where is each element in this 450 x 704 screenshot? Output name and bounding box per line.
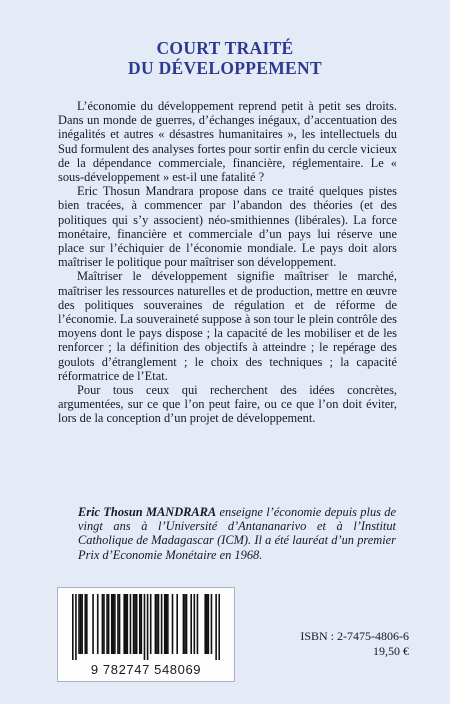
barcode-bar (130, 594, 132, 654)
barcode-bar (144, 594, 146, 660)
barcode-bar (155, 594, 157, 654)
summary-text (58, 99, 397, 426)
price-label: 19,50 € (373, 644, 409, 658)
barcode-bar (218, 594, 220, 660)
barcode-bar (127, 594, 129, 654)
barcode-bar (215, 594, 217, 660)
barcode-box (57, 587, 235, 682)
barcode-bar (125, 594, 127, 654)
summary-paragraph-2: Eric Thosun Mandrara propose dans ce traité quelques pistes bien tracées, à commencer par l’abandon des théories (et des politiques qui s’y associent) néo-smithiennes (libérales). La force monétaire, financière et commerciale d’un pays lui réserve une place sur l’échiquier de l’économie mondiale. Le pays doit alors maîtriser le politique pour maîtriser son développement. (58, 184, 397, 270)
barcode-bar (197, 594, 199, 654)
summary-paragraph-3: Maîtriser le développement signifie maîtriser le marché, maîtriser les ressources naturelles et de production, mettre en œuvre des politiques souveraines de régulation et de réforme de l’économie. La souveraineté suppose à son tour le plein contrôle des moyens dont le pays dispose ; la capacité de les mobiliser et de les renforcer ; la définition des objectifs à atteindre ; le repérage des goulots d’étranglement ; le choix des techniques ; la capacité réformatrice de l’Etat. (58, 269, 397, 383)
barcode-bar (78, 594, 80, 654)
barcode-bar (86, 594, 88, 654)
barcode-bar (164, 594, 166, 654)
barcode-bar (106, 594, 108, 654)
barcode-digits: 9 782747 548069 (90, 662, 202, 677)
title-line-1: COURT TRAITÉ (156, 38, 294, 58)
barcode-bar (172, 594, 174, 654)
barcode-bar (167, 594, 169, 654)
barcode-bar (84, 594, 86, 654)
barcode-bar (92, 594, 94, 654)
barcode-bar (123, 594, 125, 654)
barcode (72, 594, 220, 660)
author-name: Eric Thosun MANDRARA (78, 505, 217, 519)
barcode-bar (102, 594, 104, 654)
barcode-bar (147, 594, 149, 660)
barcode-bar (206, 594, 208, 654)
barcode-bar (80, 594, 82, 654)
summary-paragraph-1: L’économie du développement reprend petit à petit ses droits. Dans un monde de guerres, d’échanges inégaux, d’accentuation des inégalités et autres « désastres humanitaires », les intellectuels du Sud formulent des analyses fortes pour sortir enfin du cercle vicieux de la dépendance commerciale, financière, réglementaire. Le « sous-développement » est-il une fatalité ? (58, 99, 397, 185)
barcode-bar (190, 594, 192, 654)
barcode-bar (136, 594, 138, 654)
barcode-bar (186, 594, 188, 654)
author-bio (78, 505, 396, 562)
barcode-bar (114, 594, 116, 654)
barcode-bar (161, 594, 163, 654)
barcode-bar (97, 594, 99, 654)
barcode-bar (183, 594, 185, 654)
barcode-bar (119, 594, 121, 654)
barcode-bar (81, 594, 83, 654)
barcode-bar (176, 594, 178, 654)
barcode-bar (117, 594, 119, 654)
barcode-bar (111, 594, 113, 654)
book-title (0, 38, 450, 78)
barcode-bar (103, 594, 105, 654)
barcode-bar (108, 594, 110, 654)
barcode-bar (165, 594, 167, 654)
barcode-bar (156, 594, 158, 654)
barcode-bar (204, 594, 206, 654)
barcode-bar (72, 594, 74, 660)
barcode-bar (211, 594, 213, 654)
barcode-bar (133, 594, 135, 654)
barcode-bar (141, 594, 143, 654)
barcode-bar (150, 594, 152, 654)
barcode-bar (208, 594, 210, 654)
barcode-bar (184, 594, 186, 654)
barcode-bar (75, 594, 77, 660)
barcode-bar (158, 594, 160, 654)
summary-paragraph-4: Pour tous ceux qui recherchent des idées concrètes, argumentées, sur ce que l’on peut faire, ou ce que l’on doit éviter, lors de la conception d’un projet de développement. (58, 383, 397, 426)
barcode-bar (139, 594, 141, 654)
barcode-bar (113, 594, 115, 654)
barcode-bar (194, 594, 196, 654)
title-line-2: DU DÉVELOPPEMENT (128, 58, 322, 78)
barcode-bar (134, 594, 136, 654)
author-bio-text: enseigne l’économie depuis plus de vingt ans à l’Université d’Antananarivo et à l’Institut Catholique de Madagascar (ICM). Il a été lauréat d’un premier Prix d’Economie Monétaire en 1968. (78, 505, 396, 562)
isbn-label: ISBN : 2-7475-4806-6 (300, 629, 409, 643)
